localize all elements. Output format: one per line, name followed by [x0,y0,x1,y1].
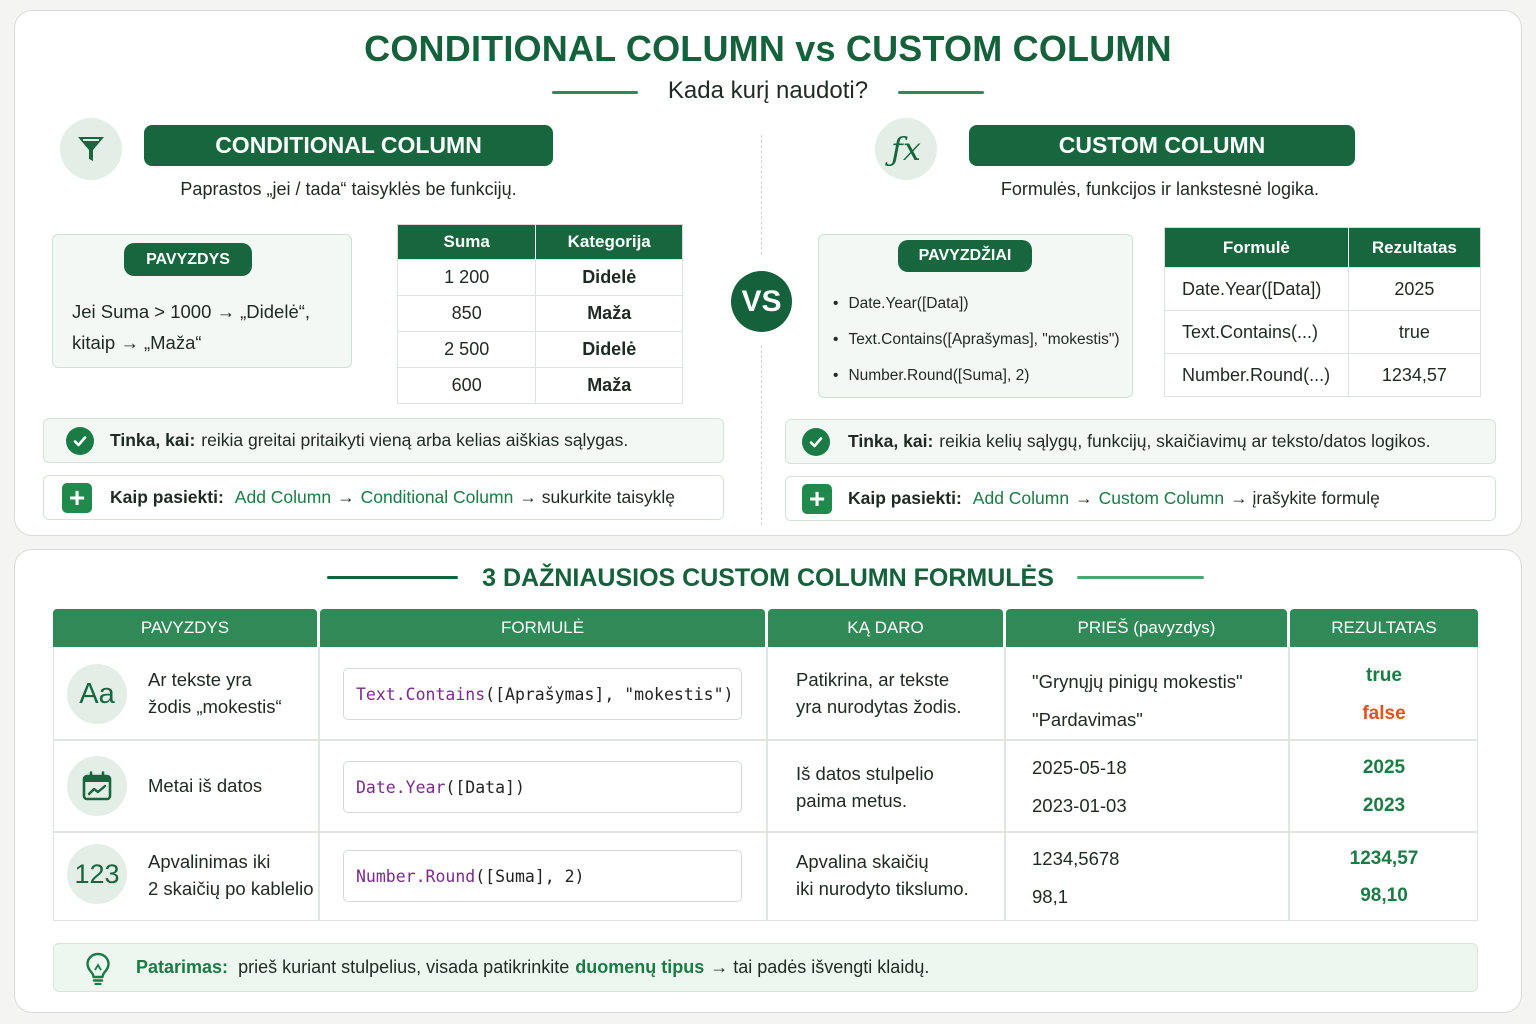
cell-formule: Text.Contains(...) [1165,311,1349,354]
text-aa-icon [67,664,127,724]
column-header-pavyzdys: PAVYZDYS [53,609,317,647]
fits-label: Tinka, kai: [848,431,934,451]
how-step-custom-column: Custom Column [1098,488,1225,508]
conditional-example-line1: Jei Suma > 1000 → „Didelė“, [72,301,311,322]
formula-args: ([Suma], 2) [475,866,585,886]
table-header: Kategorija [536,225,683,260]
list-item: • Text.Contains([Aprašymas], "mokestis") [833,331,1120,348]
tip-text-before: prieš kuriant stulpelius, visada patikrinkite [238,957,570,977]
row-divider [53,831,1478,833]
divider-bottom [761,345,762,525]
list-item: • Number.Round([Suma], 2) [833,367,1030,384]
before-value: 2023-01-03 [1032,795,1127,816]
result-value: 2025 [1362,757,1406,778]
lightbulb-icon [84,951,112,985]
example-line: Apvalinimas iki [148,851,271,872]
divider-top [761,135,762,255]
column-header-ka-daro: KĄ DARO [768,609,1003,647]
before-cell [1032,663,1243,739]
icon-text: Aa [79,677,115,710]
how-rest: → sukurkite taisyklę [519,487,675,507]
does-line: Patikrina, ar tekste [796,669,950,690]
how-arrow: → [337,487,355,507]
before-cell [1032,840,1119,916]
calendar-icon [67,756,127,816]
before-value: 98,1 [1032,886,1069,907]
cell-suma: 1 200 [398,260,536,296]
icon-text: 123 [74,858,120,889]
how-step-add-column: Add Column [234,487,332,507]
formula-code [343,761,742,813]
plus-icon: + [62,483,92,513]
before-value: 2025-05-18 [1032,757,1127,778]
cell-rezultatas: 2025 [1348,268,1480,311]
table-header: Suma [398,225,536,260]
subtitle-line-right [898,91,984,94]
before-value: "Grynųjų pinigų mokestis" [1032,671,1243,692]
table-row [398,368,683,404]
cell-suma: 600 [398,368,536,404]
column-divider [318,647,320,921]
formula-function: Text.Contains [356,684,486,704]
does-cell [796,848,969,902]
column-header-formule: FORMULĖ [320,609,765,647]
row-divider [53,739,1478,741]
custom-header: CUSTOM COLUMN [969,125,1355,166]
table-row [1165,311,1481,354]
custom-table [1164,227,1481,397]
cell-kategorija: Didelė [536,332,683,368]
how-step-add-column: Add Column [972,488,1070,508]
result-value: false [1362,703,1406,724]
table-row [398,332,683,368]
example-text: Date.Year([Data]) [848,295,969,312]
cell-kategorija: Didelė [536,260,683,296]
fits-label: Tinka, kai: [110,430,196,450]
cell-rezultatas: 1234,57 [1348,354,1480,397]
vs-badge: VS [731,271,792,332]
example-cell [148,666,282,720]
table-row [1165,354,1481,397]
formulas-section-title: 3 DAŽNIAUSIOS CUSTOM COLUMN FORMULĖS [482,564,1054,592]
before-value: "Pardavimas" [1032,709,1143,730]
conditional-example-text [72,296,310,358]
result-value: 98,10 [1360,885,1408,906]
conditional-header: CONDITIONAL COLUMN [144,125,553,166]
conditional-table [397,224,683,404]
filter-icon [60,118,122,180]
cell-rezultatas: true [1348,311,1480,354]
tip-highlight: duomenų tipus [575,957,705,977]
example-line: žodis „mokestis“ [148,696,282,717]
formula-code [343,850,742,902]
cell-suma: 850 [398,296,536,332]
how-arrow: → [1075,488,1093,508]
column-header-pries: PRIEŠ (pavyzdys) [1006,609,1287,647]
table-header: Formulė [1165,228,1349,268]
number-123-icon [67,844,127,904]
section-line-right [1077,576,1204,579]
how-rest: → įrašykite formulę [1230,488,1380,508]
example-text: Number.Round([Suma], 2) [848,367,1030,384]
custom-examples-list [833,286,1120,394]
fits-text: reikia greitai pritaikyti vieną arba kelias aiškias sąlygas. [201,430,629,450]
does-line: Apvalina skaičių [796,851,929,872]
formula-code [343,668,742,720]
cell-kategorija: Maža [536,368,683,404]
formula-args: ([Aprašymas], "mokestis") [485,684,734,704]
result-value: 1234,57 [1349,848,1419,869]
result-value: 2023 [1362,795,1406,816]
custom-how-bar [785,476,1496,521]
cell-suma: 2 500 [398,332,536,368]
tip-bar [53,943,1478,992]
how-step-conditional-column: Conditional Column [360,487,514,507]
formula-function: Date.Year [356,777,446,797]
formula-args: ([Data]) [445,777,525,797]
before-cell [1032,749,1127,825]
column-divider [1004,647,1006,921]
custom-fits-bar [785,419,1496,464]
custom-examples-label: PAVYZDŽIAI [898,240,1032,272]
does-line: yra nurodytas žodis. [796,696,962,717]
conditional-fits-bar [43,418,724,463]
check-icon [802,428,830,456]
fx-icon: ƒx [875,118,937,180]
page-title: CONDITIONAL COLUMN vs CUSTOM COLUMN [364,28,1172,69]
result-value: true [1366,665,1402,686]
does-line: Iš datos stulpelio [796,763,934,784]
cell-formule: Date.Year([Data]) [1165,268,1349,311]
example-line: Ar tekste yra [148,669,252,690]
before-value: 1234,5678 [1032,848,1120,869]
page-subtitle: Kada kurį naudoti? [667,77,869,104]
does-line: iki nurodyto tikslumo. [796,878,969,899]
conditional-description: Paprastos „jei / tada“ taisyklės be funkcijų. [180,179,517,199]
custom-description: Formulės, funkcijos ir lankstesnė logika. [1000,179,1320,199]
column-divider [766,647,768,921]
how-label: Kaip pasiekti: [110,487,224,507]
conditional-example-line2: kitaip → „Maža“ [72,332,202,353]
does-cell [796,666,962,720]
how-label: Kaip pasiekti: [848,488,962,508]
list-item: • Date.Year([Data]) [833,295,969,312]
example-line: 2 skaičių po kablelio [148,878,314,899]
formula-function: Number.Round [356,866,476,886]
plus-icon: + [802,484,832,514]
tip-label: Patarimas: [136,957,229,977]
tip-text-after: → tai padės išvengti klaidų. [710,957,930,977]
table-row [1165,268,1481,311]
column-header-rezultatas: REZULTATAS [1290,609,1478,647]
column-divider [1288,647,1290,921]
table-row [398,260,683,296]
check-icon [66,427,94,455]
fits-text: reikia kelių sąlygų, funkcijų, skaičiavimų ar teksto/datos logikos. [939,431,1431,451]
example-line: Metai iš datos [148,775,263,796]
does-line: paima metus. [796,790,908,811]
conditional-how-bar [43,475,724,520]
cell-formule: Number.Round(...) [1165,354,1349,397]
example-text: Text.Contains([Aprašymas], "mokestis") [848,331,1120,348]
conditional-example-label: PAVYZDYS [124,243,252,276]
does-cell [796,760,934,814]
table-row [398,296,683,332]
cell-kategorija: Maža [536,296,683,332]
table-header: Rezultatas [1348,228,1480,268]
example-cell [148,848,314,902]
